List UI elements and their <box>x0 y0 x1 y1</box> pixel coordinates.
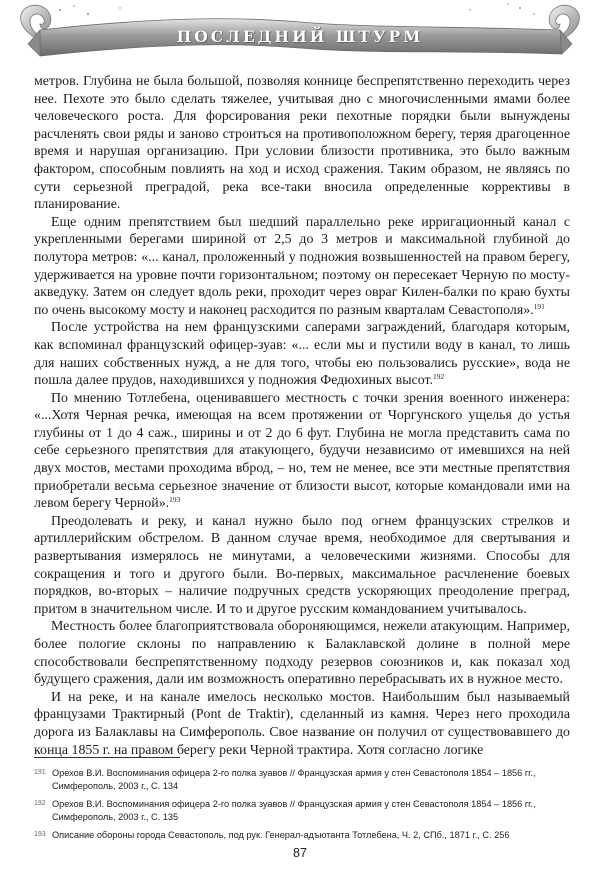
paragraph: Местность более благоприятствовала обороняющимся, нежели атакующим. Например, более пологие склоны по направлению к Балаклавской долине в полной мере способствовали беспрепятственному подходу резервов союзников и, как показал ход будущего сражения, дали им возможность оперативно перебрасывать их в нужное место. <box>34 619 570 688</box>
paragraph: Еще одним препятствием был шедший параллельно реке ирригационный канал с укрепленными берегами шириной от 2,5 до 3 метров и максимальной глубиной до полутора метров: «... канал, проложенный у подножия возвышенностей на правом берегу, удерживается на уровне почти горизонтальном; поэтому он пересекает Черную по мосту-акведуку. Затем он следует вдоль реки, проходит через овраг Килен-балки по краю бухты по очень высокому мосту и наконец расходится по разным кварталам Севастополя».$^{191}$ <box>34 214 570 318</box>
footnotes <box>34 767 574 848</box>
chapter-title: ПОСЛЕДНИЙ ШТУРМ <box>176 27 424 46</box>
footnote-divider <box>34 757 180 758</box>
paragraph: метров. Глубина не была большой, позволяя коннице беспрепятственно переходить через нее. Пехоте это было сделать тяжелее, учитывая дно с многочисленными ямами более человеческого роста. Для форсирования реки пехотные порядки были вынуждены расчленять свои ряды и заново строиться на противоположном берегу, теряя драгоценное время и нарушая организацию. При условии близости противника, это было важным фактором, способным повлиять на ход и исход сражения. Таким образом, не являясь по сути серьезной преградой, река все-таки вносила определенные коррективы в планирование. <box>34 74 570 213</box>
paragraph: По мнению Тотлебена, оценивавшего местность с точки зрения военного инженера: «...Хотя Черная речка, имеющая на всем протяжении от Чоргунского ущелья до устья глубины от 1 до 4 саж., ширины и от 2 до 6 фут. Глубина не могла представить сама по себе серьезного препятствия для атакующего, будучи независимо от имевшихся на ней двух мостов, местами проходима вброд, – но, тем не менее, все эти местные препятствия приобретали весьма серьезное значение от близости высот, которые командовали ими на левом берегу Черной».$^{193}$ <box>34 390 570 512</box>
footnote <box>34 767 574 792</box>
footnote <box>34 798 574 823</box>
paragraph: Преодолевать и реку, и канал нужно было под огнем французских стрелков и артиллерийским обстрелом. В данном случае время, необходимое для свертывания и развертывания измерялось не минутами, а человеческими жизнями. Способы для сокращения и того и другого были. Во-первых, максимальное расчленение боевых порядков, во-вторых – наличие подручных средств ускоряющих преодоление преград, притом в значительном числе. И то и другое русским командованием учитывалось. <box>34 513 570 617</box>
paragraph: После устройства на нем французскими саперами заграждений, благодаря которым, как вспоминал французский офицер-зуав: «... если мы и пустили воду в канал, то лишь для наших собственных нужд, а не для того, чтобы ею пользовались русские», вода не пошла далее прудов, находившихся у подножия Федюхиных высот.$^{192}$ <box>34 320 570 389</box>
footnote-number: 193 <box>34 831 46 839</box>
footnote <box>34 829 574 842</box>
footnote-number: 191 <box>34 769 46 776</box>
chapter-banner <box>0 0 600 72</box>
footnote-ref[interactable]: 191 <box>533 301 545 311</box>
footnote-text: Описание обороны города Севастополь, под рук. Генерал-адъютанта Тотлебена, Ч. 2, СПб., 1871 г., С. 256 <box>52 830 510 841</box>
paragraph: И на реке, и на канале имелось несколько мостов. Наибольшим был называемый французами Трактирный (Pont de Traktir), сделанный из камня. Через него проходила дорога из Балаклавы на Симферополь. Свое название он получил от существовавшего до конца 1855 г. на правом берегу реки Черной трактира. Хотя согласно логике <box>34 689 570 758</box>
footnote-number: 192 <box>34 800 46 808</box>
footnote-text: Орехов В.И. Воспоминания офицера 2-го полка зуавов // Французская армия у стен Севастополя 1854 – 1856 гг., Симферополь, 2003 г., С. 135 <box>52 799 536 822</box>
page-number: 87 <box>293 846 307 860</box>
footnote-ref[interactable]: 192 <box>432 372 445 382</box>
main-text <box>34 73 570 759</box>
footnote-ref[interactable]: 193 <box>169 495 181 505</box>
footnote-text: Орехов В.И. Воспоминания офицера 2-го полка зуавов // Французская армия у стен Севастополя 1854 – 1856 гг., Симферополь, 2003 г., С. 134 <box>52 768 536 791</box>
